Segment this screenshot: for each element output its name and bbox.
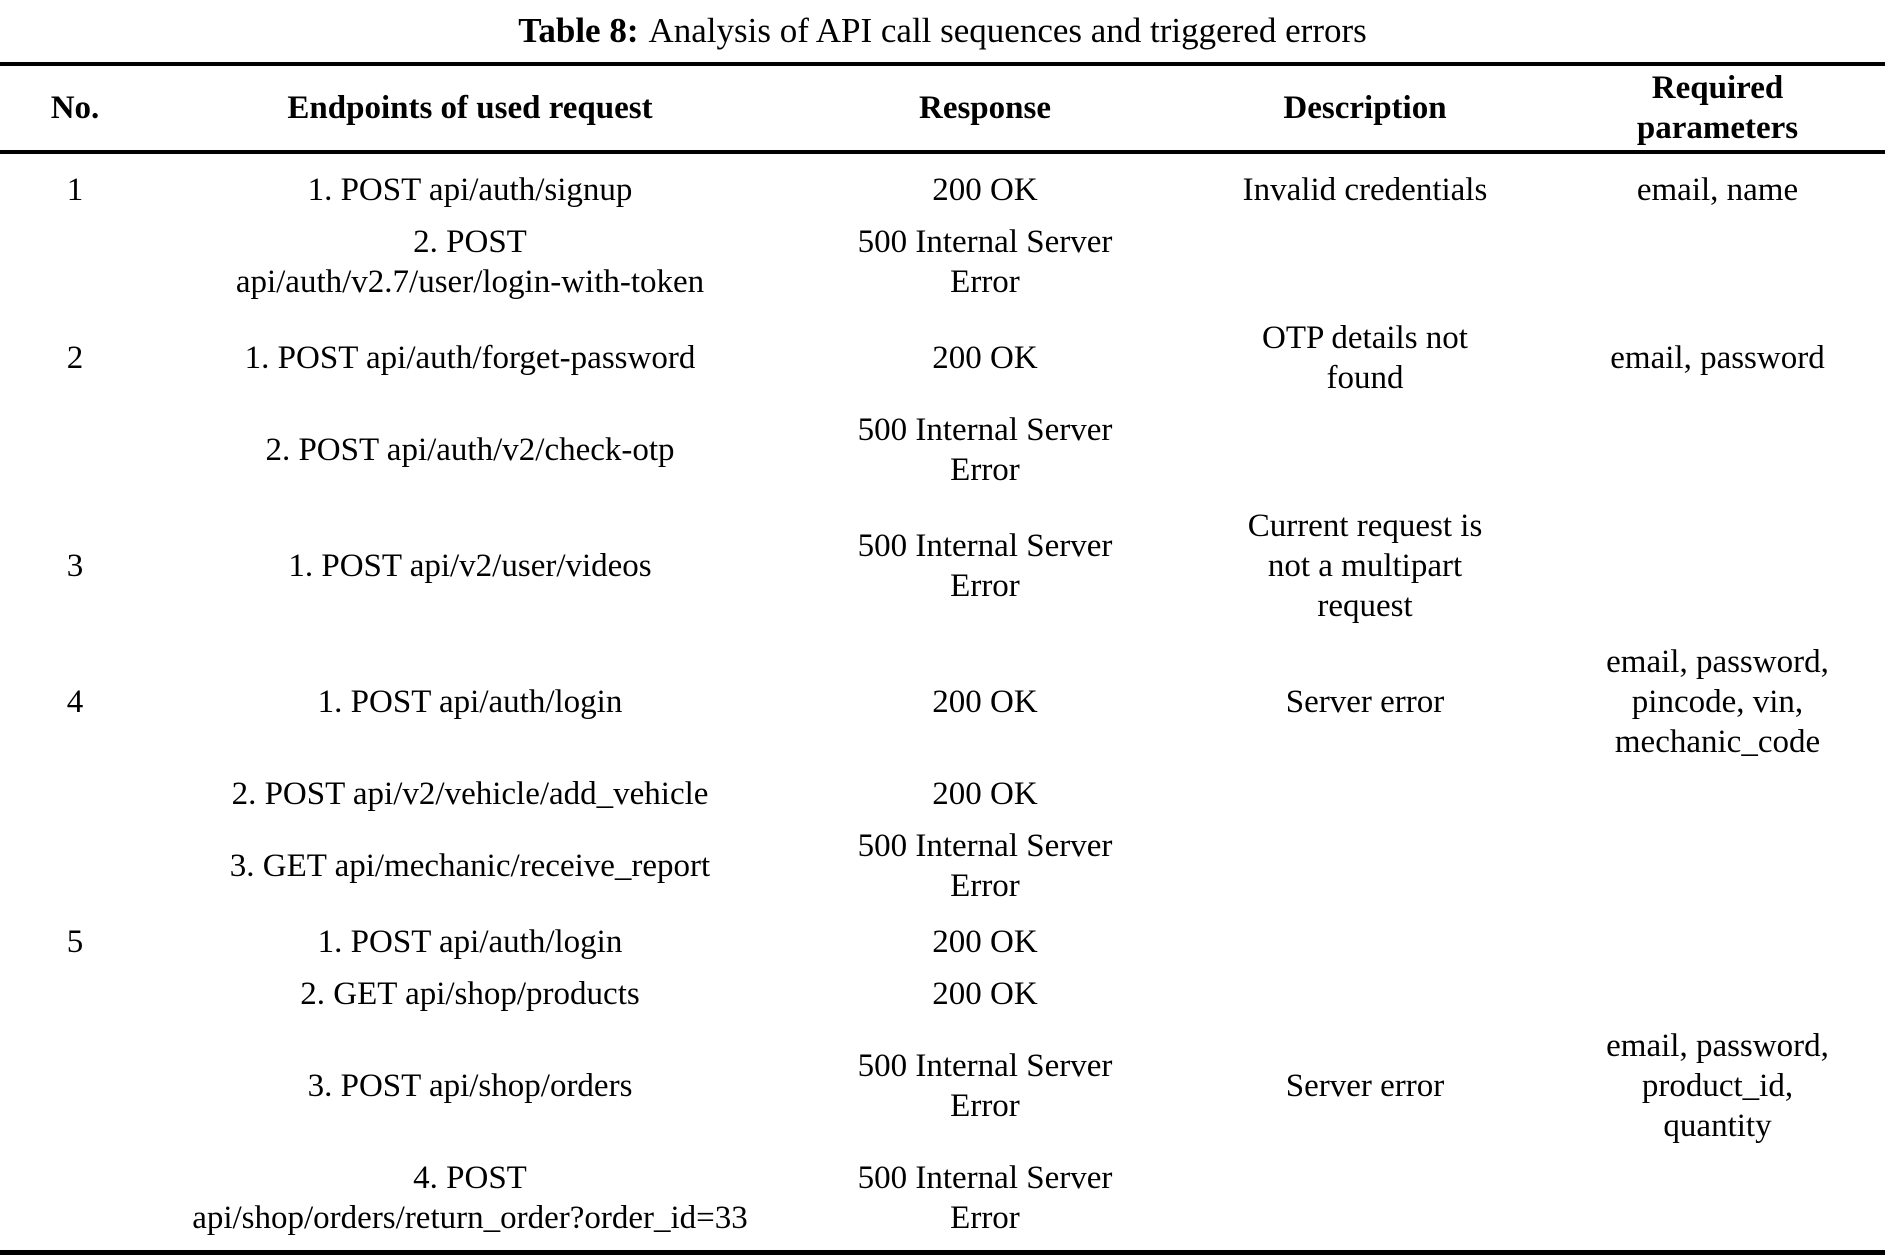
params-cell — [1550, 222, 1885, 302]
params-cell — [1550, 642, 1885, 762]
params-cell — [1550, 922, 1885, 962]
header-response-label: Response — [918, 90, 1052, 126]
params-cell — [1550, 170, 1885, 210]
response-line: 500 Internal Server — [857, 1048, 1113, 1084]
endpoint-cell — [150, 826, 790, 906]
params-line: email, password — [1610, 340, 1825, 376]
response-cell — [790, 922, 1180, 962]
endpoint-cell — [150, 222, 790, 302]
params-line: email, password, — [1606, 644, 1829, 680]
endpoint-line: 2. POST api/v2/vehicle/add_vehicle — [231, 776, 709, 812]
description-cell — [1180, 170, 1550, 210]
description-line: not a multipart — [1267, 548, 1463, 584]
endpoint-cell — [150, 974, 790, 1014]
description-cell — [1180, 826, 1550, 906]
row-number: 5 — [66, 924, 84, 960]
header-response — [790, 88, 1180, 128]
response-line: 200 OK — [932, 776, 1038, 812]
response-cell — [790, 222, 1180, 302]
response-line: 500 Internal Server — [857, 1160, 1113, 1196]
endpoint-cell — [150, 1026, 790, 1146]
row-4-step-2 — [0, 768, 1885, 820]
response-line: 200 OK — [932, 340, 1038, 376]
endpoint-line: api/shop/orders/return_order?order_id=33 — [192, 1200, 748, 1236]
description-cell — [1180, 1026, 1550, 1146]
endpoint-line: 2. GET api/shop/products — [300, 976, 640, 1012]
row-number — [0, 410, 150, 490]
response-line: 500 Internal Server — [857, 412, 1113, 448]
table-bottom-rule — [0, 1250, 1885, 1255]
response-line: 200 OK — [932, 976, 1038, 1012]
row-number — [0, 774, 150, 814]
row-5-step-2 — [0, 968, 1885, 1020]
header-endpoints-label: Endpoints of used request — [287, 90, 653, 126]
endpoint-line: 3. POST api/shop/orders — [307, 1068, 633, 1104]
params-cell — [1550, 826, 1885, 906]
params-cell — [1550, 318, 1885, 398]
response-line: Error — [950, 568, 1020, 604]
row-number — [0, 222, 150, 302]
params-cell — [1550, 410, 1885, 490]
response-cell — [790, 826, 1180, 906]
endpoint-line: api/auth/v2.7/user/login-with-token — [235, 264, 705, 300]
header-no — [0, 88, 150, 128]
endpoint-line: 2. POST api/auth/v2/check-otp — [265, 432, 675, 468]
endpoint-cell — [150, 1158, 790, 1238]
row-number — [0, 1158, 150, 1238]
params-line: email, password, — [1606, 1028, 1829, 1064]
response-cell — [790, 170, 1180, 210]
row-number — [0, 1026, 150, 1146]
row-number — [0, 826, 150, 906]
table-row-5 — [0, 914, 1885, 1246]
table-header-row — [0, 66, 1885, 150]
description-cell — [1180, 1158, 1550, 1238]
row-1-step-2 — [0, 216, 1885, 308]
description-cell — [1180, 922, 1550, 962]
header-required-line-2: parameters — [1636, 110, 1799, 146]
description-cell — [1180, 410, 1550, 490]
response-cell — [790, 1026, 1180, 1146]
row-4-step-3 — [0, 820, 1885, 912]
description-cell — [1180, 506, 1550, 626]
response-line: 500 Internal Server — [857, 828, 1113, 864]
params-cell — [1550, 1026, 1885, 1146]
table-body — [0, 154, 1885, 1250]
params-line: pincode, vin, — [1631, 684, 1804, 720]
params-cell — [1550, 774, 1885, 814]
description-line: Server error — [1285, 684, 1445, 720]
response-cell — [790, 410, 1180, 490]
description-line: request — [1317, 588, 1413, 624]
params-line: product_id, — [1641, 1068, 1794, 1104]
response-cell — [790, 642, 1180, 762]
response-cell — [790, 774, 1180, 814]
endpoint-cell — [150, 642, 790, 762]
endpoint-cell — [150, 506, 790, 626]
endpoint-line: 1. POST api/auth/signup — [307, 172, 633, 208]
header-description-label: Description — [1283, 90, 1447, 126]
description-line: Current request is — [1247, 508, 1483, 544]
response-line: Error — [950, 1200, 1020, 1236]
description-line: Invalid credentials — [1242, 172, 1488, 208]
row-number: 1 — [66, 172, 84, 208]
response-cell — [790, 506, 1180, 626]
endpoint-line: 3. GET api/mechanic/receive_report — [229, 848, 711, 884]
description-cell — [1180, 774, 1550, 814]
params-cell — [1550, 1158, 1885, 1238]
row-5-step-1 — [0, 916, 1885, 968]
endpoint-cell — [150, 774, 790, 814]
row-5-step-4 — [0, 1152, 1885, 1244]
table-row-4 — [0, 634, 1885, 914]
response-line: 500 Internal Server — [857, 528, 1113, 564]
endpoint-cell — [150, 318, 790, 398]
response-line: Error — [950, 452, 1020, 488]
params-line: quantity — [1663, 1108, 1772, 1144]
row-5-step-3 — [0, 1020, 1885, 1152]
params-cell — [1550, 974, 1885, 1014]
table-caption-text: Analysis of API call sequences and triggered errors — [648, 11, 1367, 50]
row-2-step-2 — [0, 404, 1885, 496]
endpoint-line: 1. POST api/auth/login — [317, 924, 623, 960]
row-number: 3 — [66, 548, 84, 584]
row-3-step-1 — [0, 500, 1885, 632]
row-number: 2 — [66, 340, 84, 376]
description-cell — [1180, 642, 1550, 762]
response-cell — [790, 318, 1180, 398]
description-line: Server error — [1285, 1068, 1445, 1104]
response-line: Error — [950, 264, 1020, 300]
response-line: Error — [950, 1088, 1020, 1124]
response-line: 200 OK — [932, 172, 1038, 208]
description-line: OTP details not — [1262, 320, 1468, 356]
row-1-step-1 — [0, 164, 1885, 216]
table-caption-label: Table 8: — [518, 11, 639, 50]
description-cell — [1180, 222, 1550, 302]
endpoint-line: 2. POST — [413, 224, 527, 260]
response-line: Error — [950, 868, 1020, 904]
header-endpoints — [150, 88, 790, 128]
row-2-step-1 — [0, 312, 1885, 404]
params-cell — [1550, 506, 1885, 626]
table-row-1 — [0, 162, 1885, 310]
endpoint-cell — [150, 410, 790, 490]
description-cell — [1180, 974, 1550, 1014]
row-number — [0, 974, 150, 1014]
description-cell — [1180, 318, 1550, 398]
endpoint-line: 1. POST api/auth/forget-password — [244, 340, 696, 376]
response-cell — [790, 974, 1180, 1014]
params-line: email, name — [1636, 172, 1799, 208]
endpoint-line: 1. POST api/auth/login — [317, 684, 623, 720]
table-row-2 — [0, 310, 1885, 498]
endpoint-cell — [150, 170, 790, 210]
response-line: 200 OK — [932, 684, 1038, 720]
header-description — [1180, 88, 1550, 128]
params-line: mechanic_code — [1614, 724, 1821, 760]
header-required-line-1: Required — [1651, 70, 1784, 106]
description-line: found — [1326, 360, 1404, 396]
row-4-step-1 — [0, 636, 1885, 768]
response-cell — [790, 1158, 1180, 1238]
header-required-parameters — [1550, 68, 1885, 148]
row-number: 4 — [66, 684, 84, 720]
endpoint-line: 1. POST api/v2/user/videos — [288, 548, 652, 584]
response-line: 200 OK — [932, 924, 1038, 960]
header-no-label: No. — [50, 90, 100, 126]
endpoint-line: 4. POST — [413, 1160, 527, 1196]
table-caption — [0, 0, 1885, 62]
table-row-3 — [0, 498, 1885, 634]
endpoint-cell — [150, 922, 790, 962]
response-line: 500 Internal Server — [857, 224, 1113, 260]
